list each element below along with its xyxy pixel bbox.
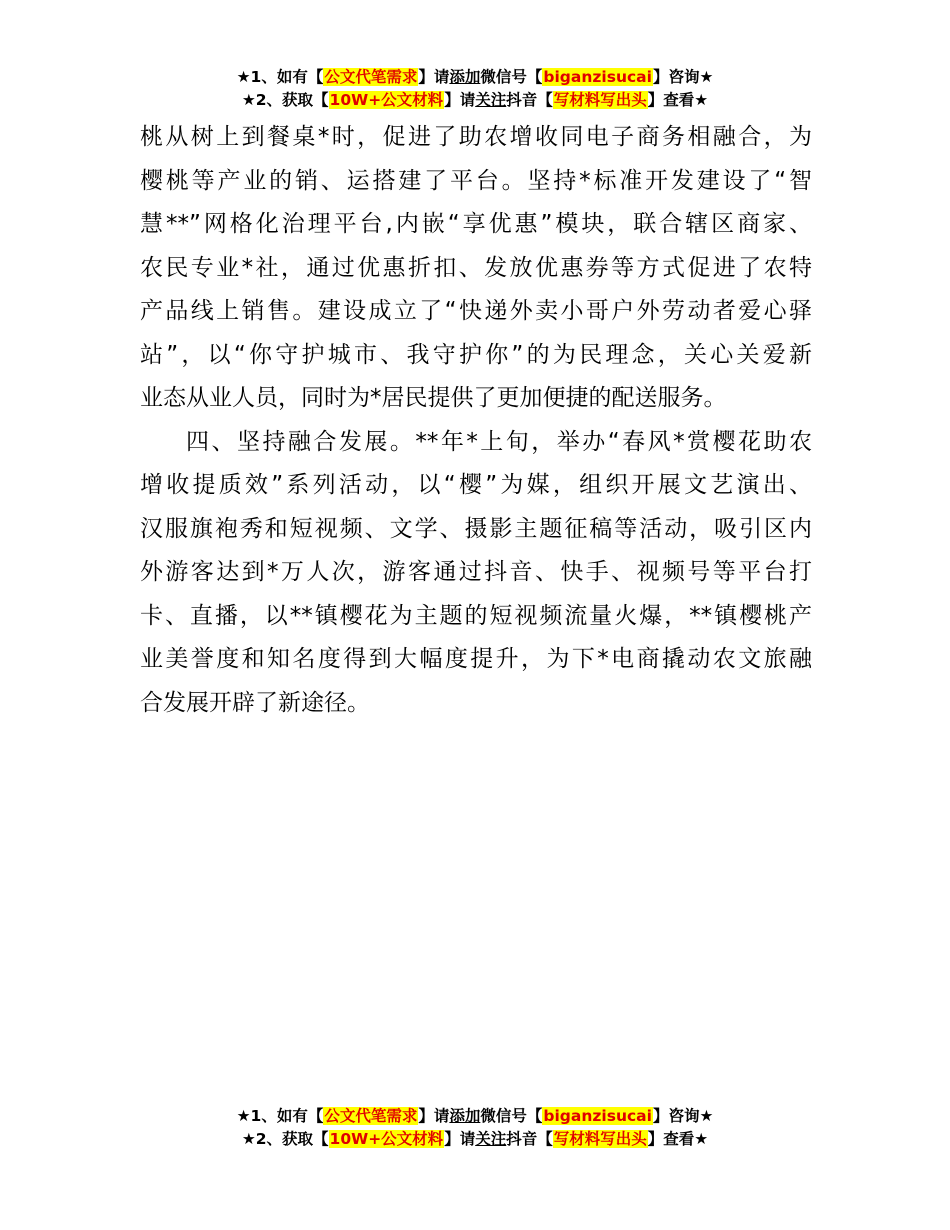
header-banner — [0, 66, 950, 112]
banner-text: ★2、获取【 — [241, 1130, 329, 1148]
highlight-text: 公文代笔需求 — [324, 68, 418, 86]
highlight-text: 写材料写出头 — [553, 91, 647, 109]
text-line: 业态从业人员，同时为*居民提供了更加便捷的配送服务。 — [140, 385, 727, 411]
text-line: 四、坚持融合发展。**年*上旬，举办“春风*赏樱花助农 — [186, 428, 812, 455]
document-body — [140, 116, 812, 725]
underlined-text: 关注 — [475, 91, 507, 109]
banner-text: 】请 — [418, 1107, 450, 1125]
highlight-text: 公文代笔需求 — [324, 1107, 418, 1125]
underlined-text: 添加 — [449, 1107, 481, 1125]
banner-line-2 — [0, 1128, 950, 1151]
banner-line-1 — [0, 66, 950, 89]
text-line: 汉服旗袍秀和短视频、文学、摄影主题征稿等活动，吸引区内 — [140, 515, 812, 542]
text-line: 增收提质效”系列活动，以“樱”为媒，组织开展文艺演出、 — [140, 472, 812, 498]
banner-line-2 — [0, 89, 950, 112]
banner-text: 】咨询★ — [652, 68, 714, 86]
banner-text: 微信号【 — [480, 68, 543, 86]
banner-text: ★2、获取【 — [241, 91, 329, 109]
text-line: 卡、直播，以**镇樱花为主题的短视频流量火爆，**镇樱桃产 — [140, 602, 812, 629]
text-line: 樱桃等产业的销、运搭建了平台。坚持*标准开发建设了“智 — [140, 167, 812, 194]
text-line: 农民专业*社，通过优惠折扣、发放优惠券等方式促进了农特 — [140, 254, 812, 281]
highlight-text: 写材料写出头 — [553, 1130, 647, 1148]
banner-text: 抖音【 — [506, 91, 553, 109]
banner-line-1 — [0, 1105, 950, 1128]
paragraph-1 — [140, 116, 812, 421]
banner-text: 】咨询★ — [652, 1107, 714, 1125]
text-line: 产品线上销售。建设成立了“快递外卖小哥户外劳动者爱心驿 — [140, 298, 812, 324]
text-line: 业美誉度和知名度得到大幅度提升，为下*电商撬动农文旅融 — [140, 646, 812, 672]
wechat-id: biganzisucai — [543, 68, 652, 86]
banner-text: 】查看★ — [647, 1130, 709, 1148]
highlight-text: 10W+公文材料 — [329, 91, 444, 109]
banner-text: 抖音【 — [506, 1130, 553, 1148]
banner-text: 】请 — [418, 68, 450, 86]
text-line: 慧**”网格化治理平台,内嵌“享优惠”模块，联合辖区商家、 — [140, 211, 812, 237]
banner-text: ★1、如有【 — [236, 1107, 324, 1125]
underlined-text: 关注 — [475, 1130, 507, 1148]
text-line: 外游客达到*万人次，游客通过抖音、快手、视频号等平台打 — [140, 559, 812, 585]
banner-text: 】请 — [444, 1130, 476, 1148]
paragraph-2 — [140, 421, 812, 726]
text-line: 合发展开辟了新途径。 — [140, 689, 370, 716]
banner-text: 】查看★ — [647, 91, 709, 109]
wechat-id: biganzisucai — [543, 1107, 652, 1125]
banner-text: 】请 — [444, 91, 476, 109]
footer-banner — [0, 1105, 950, 1151]
highlight-text: 10W+公文材料 — [329, 1130, 444, 1148]
text-line: 桃从树上到餐桌*时，促进了助农增收同电子商务相融合，为 — [140, 124, 812, 150]
text-line: 站”，以“你守护城市、我守护你”的为民理念，关心关爱新 — [140, 341, 812, 368]
banner-text: ★1、如有【 — [236, 68, 324, 86]
underlined-text: 添加 — [449, 68, 481, 86]
banner-text: 微信号【 — [480, 1107, 543, 1125]
